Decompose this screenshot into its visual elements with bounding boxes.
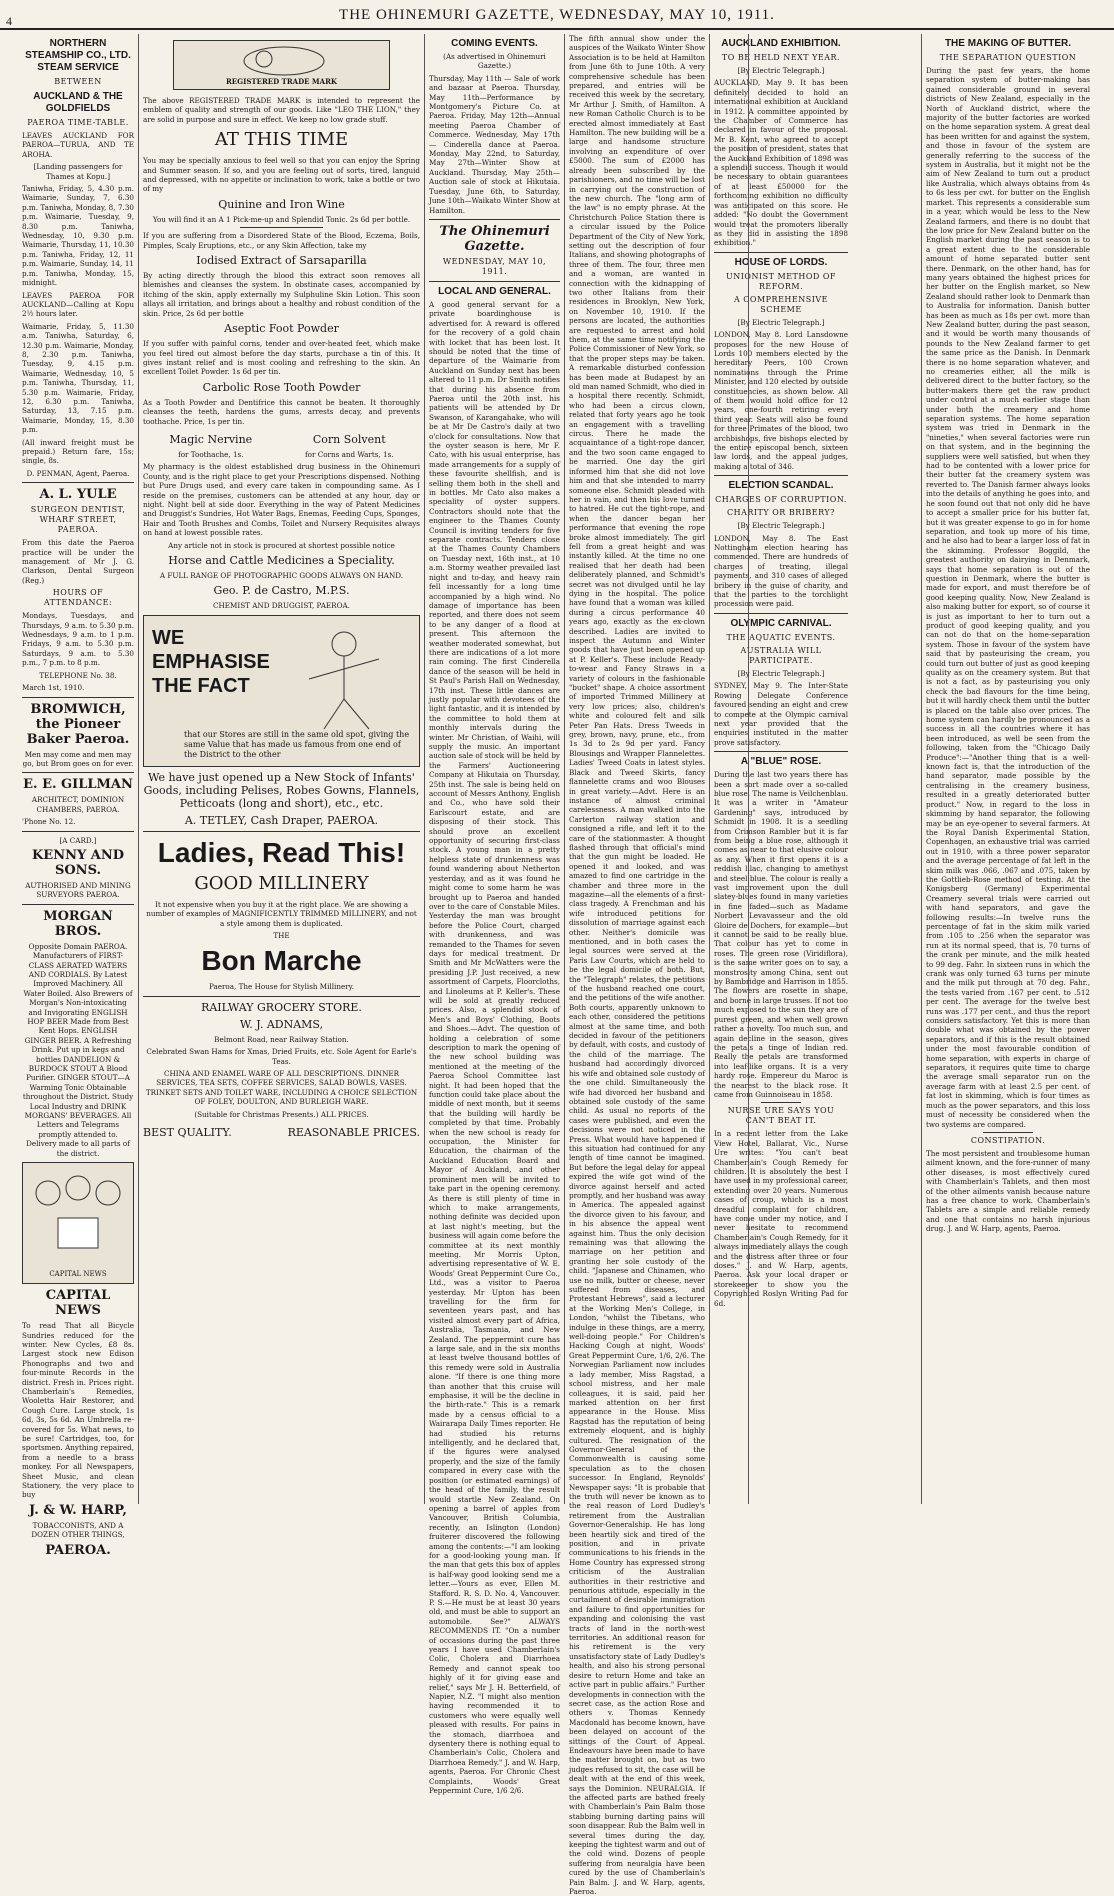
corn-sub: for Corns and Warts, 1s. xyxy=(305,449,394,459)
iodised-heading: Iodised Extract of Sarsaparilla xyxy=(196,254,367,268)
column-3 xyxy=(424,34,564,1796)
bon-marche-heading: Bon Marche xyxy=(201,945,362,977)
telephone: TELEPHONE No. 38. xyxy=(39,670,117,680)
election-sub2: CHARITY OR BRIBERY? xyxy=(727,508,835,518)
leaves-auckland: LEAVES AUCKLAND FOR PAEROA—TURUA, AND TE AROHA. xyxy=(22,131,134,159)
freight-note: (All inward freight must be prepaid.) Return fare, 15s; single, 8s. xyxy=(22,437,134,466)
butter-heading: THE MAKING OF BUTTER. xyxy=(944,38,1072,49)
ladies-heading: Ladies, Read This! xyxy=(157,836,406,868)
election-sub: CHARGES OF CORRUPTION. xyxy=(715,495,847,505)
millinery-heading: GOOD MILLINERY xyxy=(194,872,369,894)
landing-note: [Landing passengers for Thames at Kopu.] xyxy=(33,162,123,181)
timetable-heading: PAEROA TIME-TABLE. xyxy=(27,118,129,127)
carbolic-heading: Carbolic Rose Tooth Powder xyxy=(202,380,361,394)
auckland-exhibition-heading: AUCKLAND EXHIBITION. xyxy=(721,38,841,49)
quinine-text: You will find it an A 1 Pick-me-up and Splendid Tonic. 2s 6d per bottle. xyxy=(152,214,411,224)
carbolic-text: As a Tooth Powder and Dentifrice this cannot be beaten. It thoroughly cleanses the teeth, hardens the gums, arrests decay, and prevents toothache. Price, 1s per tin. xyxy=(143,397,420,426)
column-six-visible xyxy=(748,34,757,1504)
bromwich-tagline: Men may come and men may go, but Brom goes on for ever. xyxy=(22,749,134,768)
constipation-text: The most persistent and troublesome human ailment known, and the fore-runner of many other diseases, is most effectively cured with Chamberlain's Tablets, and then most of the other ailments vanish because nature has a free chance to work. Chamberlain's Tablets are a simple and reliable remedy and one that contains no harsh injurious drug. J. and W. Harp, agents, Paeroa. xyxy=(926,1148,1090,1234)
iodised-text: By acting directly through the blood this extract soon removes all blemishes and cleanses the system. In obstinate cases, accompanied by itching of the skin, apply externally my Sulphuline Skin Lotion. This soon allays all irritation, and brings about a healthy and robust condition of the skin. Price, 2s 6d per bottle xyxy=(143,271,420,318)
capital-news-heading: CAPITAL NEWS xyxy=(45,1288,111,1319)
between-label: BETWEEN xyxy=(54,77,102,86)
telegraph-note: [By Electric Telegraph.] xyxy=(737,668,825,678)
capital-news-cartoon xyxy=(22,1162,134,1284)
castro-sub: CHEMIST AND DRUGGIST, PAEROA. xyxy=(213,601,350,611)
column-7 xyxy=(921,34,1094,1504)
olympic-sub2: AUSTRALIA WILL PARTICIPATE. xyxy=(740,645,822,665)
olympic-text: SYDNEY, May 9. The Inter-State Rowing Delegate Conference favoured sending an eight and crew to compete at the Olympic carnival next year provided that the enquiries instituted in the matter prove satisfactory. xyxy=(714,681,848,747)
general-news-text: The fifth annual show under the auspices of the Waikato Winter Show Association is to be held at Hamilton from June 6th to June 10th. A very comprehensive schedule has been prepared, and entries will be received this week by the secretary, Mr Arthur J. Smith, of Hamilton. A new Roman Catholic Church is to be erected almost immediately at East Hamilton. The new building will be a large and handsome structure involving an expenditure of over £5000. The sum of £2000 has already been subscribed by the parishioners, and no time will be lost in carrying out the construction of the new church. The "long arm of the law" is no empty phrase. At the Christchurch Police Station there is a circular issued by the Police Department of the City of New York, setting out the description of four Italians, and showing photographs of three of them. The four, three men and a woman, are wanted in connection with the kidnapping of two other Italians from their residences in Brooklyn, New York, on November 10, 1910. If the persons are located, the authorities are requested to arrest and hold them, at the same time notifying the Police Commissioner of New York, so that the proper steps may be taken. A remarkable disturbed confession has been made at Budapest by an old man named Schmidt, who died in a hospital there recently. Schmidt, who had been a circus clown, related that forty years ago he took an engagement with a travelling circus. There he made the acquaintance of a tight-rope dancer, and the two soon came engaged to be married. One day the girl informed him that she did not love him and that she intended to marry someone else. Schmidt pleaded with her in vain, and then his love turned to hatred. He cut the tight-rope, and when the dancer began her performance that evening the rope broke almost immediately. The girl fell from a great height and was instantly killed. At the time no one realised that her death had been deliberately planned, and Schmidt's secret was not divulged until he lay dying in the hospital. The police have found that a woman was killed during a circus performance 40 years ago, exactly as the ex-clown described. Ladies are invited to inspect the Autumn and Winter goods that have just been opened up at P. Keller's. These include Ready-to-wear and Fancy Straws in a variety of colours in the fashionable "bucket" shape. A choice assortment of imported Trimmed Millinery at very low prices; also, children's white and coloured felt and silk Peter Pan Hats. Dress Tweeds in grey, brown, navy, prune, etc., from 1s 3d to 2s 9d per yard. Fancy Blousings and Wrapper Flannelettes. Ladies' Tweed Coats in latest styles. Black and Tweed Skirts, fancy flannelette crams and woo Blouses in great variety.—Advt. Here is an instance of almost criminal carelessness. A man walked into the Carterton railway station and consigned a rifle, and left it to the care of the stationmaster. A thought flashed through that official's mind that the gun might be loaded. He opened it and looked, and was amazed to find one cartridge in the chamber and three more in the magazine—all the elements of a first-class tragedy. A Frenchman and his wife introduced petitions for dissolution of marriage against each other. Neither's domicile was mentioned, and in both cases the legal sources were served at the Paris Law Courts, which are held to be the legal domicile of both. But, the "Telegraph" relates, the petitions of the husband reached one court, and the petitions of the wife another. Both courts, apparently unknown to each other, considered the petitions almost at the same time, and both decided in favour of the petitioners by default, with costs, and custody of the child of the marriage. The husband had accordingly divorced his wife and obtained sole custody of the one child. Simultaneously the wife had divorced her husband and obtained sole custody of the same child. As usual no reports of the cases were published, and even the decisions were not noticed in the Press. What would have happened if this situation had continued for any length of time cannot be imagined. But before the legal delay for appeal expired the wife got wind of the divorce against herself and acted promptly, and her husband was away in America. The appealed against the divorce given to his favour, and in his absence the appeal went against him. Thus the only decision remaining was that allowing the marriage on her petition and granting her sole custody of the child. "Japanese and Chinamen, who use no milk, butter or cheese, never suffered from diseases, and Protestant Hebrews", said a lecturer at the Working Men's College, in London, "whilst the Tibetans, who indulge in these things, are a merry, well-doing people." For Children's Hacking Cough at night, Woods' Great Peppermint Cure, 1/6, 2/6. The Norwegian Parliament now includes a lady member, Miss Ragstad, a school mistress, and her male colleagues, it is said, paid her marked attention on her first appearance in the House. Miss Ragstad has the reputation of being extremely eloquent, and is highly cultured. The resignation of the Governor-General of the Commonwealth is causing some speculation as to the chosen successor. In England, Reynolds' Newspaper says: "It is probable that the truth will never be known as to the real reason of Lord Dudley's retirement from the Australian Governor-Generalship. He has long been heartily sick and tired of the position, and in private communications to his friends in the Home Country has expressed strong criticism of the Australian authorities in their restrictive and penurious attitude, especially in the curtailment of desirable immigration and failure to find opportunities for expanding and colonising the vast tracts of land in the north-west territories. An additional reason for his retirement is the very unsatisfactory state of Lady Dudley's health, and also his strong personal desire to return Home and take an active part in public affairs." Further developments in connection with the secret case, as the action Rose and others v. Thomas Kennedy Macdonald has become known, have been delayed on account of the sittings of the Court of Appeal. Endeavours have been made to have the matter brought on, but as two judges refused to sit, the case will be dealt with at the end of this week, says the Dominion. NEURALGIA. If the affected parts are bathed freely with Chamberlain's Pain Balm those stabbing burning darting pains will soon disappear. Rub the Balm well in several times during the day, keeping the tightest warm and out of the cold wind. Dozens of people suffering from neuralgia have been cured by the use of Chamberlain's Pain Balm. J. and W. Harp, agents, Paeroa. xyxy=(569,34,705,1896)
leaves-paeroa: LEAVES PAEROA FOR AUCKLAND—Calling at Kopu 2½ hours later. xyxy=(22,290,134,319)
kenny-name: KENNY AND SONS. xyxy=(31,847,125,878)
lords-sub: UNIONIST METHOD OF REFORM. xyxy=(726,271,836,291)
gillman-name: E. E. GILLMAN xyxy=(23,777,133,793)
coming-events-heading: COMING EVENTS. xyxy=(451,38,538,49)
hams-text: Celebrated Swan Hams for Xmas, Dried Fruits, etc. Sole Agent for Earle's Teas. xyxy=(146,1047,417,1066)
emphasise-ad xyxy=(143,615,420,767)
morgan-text: Opposite Domain PAEROA. Manufacturers of FIRST-CLASS AERATED WATERS AND CORDIALS. By Latest Improved Machinery. All Water Boiled. Also Brewers of Morgan's Non-intoxicating and Invigorating ENGLISH HOP BEER Made from Best Kent Hops. ENGLISH GINGER BEER. A Refreshing Drink. Put up in kegs and bottles DANDELION & BURDOCK STOUT A Blood Purifier. GINGER STOUT—A Warming Tonic Obtainable throughout the District. Study Local Industry and DRINK MORGANS' BEVERAGES. All Letters and Telegrams promptly attended to. Delivery made to all parts of the district. xyxy=(22,941,134,1158)
page-number: 4 xyxy=(6,14,13,28)
adnams-sub: Belmont Road, near Railway Station. xyxy=(214,1034,349,1044)
gillman-text: ARCHITECT, DOMINION CHAMBERS, PAEROA. xyxy=(31,795,125,814)
bromwich-ad: BROMWICH, the Pioneer Baker Paeroa. xyxy=(26,701,130,747)
olympic-carnival-heading: OLYMPIC CARNIVAL. xyxy=(730,617,832,629)
local-general-text: A good general servant for a private boardinghouse is advertised for. A reward is offered for the recovery of a gold chain with locket that has been lost. It should be noted that the time of departure of the Waimarie from Auckland on Sunday next has been altered to 11 p.m. Dr Smith notifies that during his absence from Paeroa until the 20th inst. his patients will be attended by Dr Swanson, of Karangahake, who will be at Mr De Castro's daily at two o'clock for consultations. Now that the oyster season is here, Mr F. Cato, with his usual enterprise, has made arrangements for a supply of these favourite shellfish, and is selling them both in the shell and in bottles. Mr Cato also makes a speciality of oyster suppers. Contractors should note that the engineer to the Thames County Council is inviting tenders for five separate contracts. Tenders close at the Thames County Chambers on Tuesday next, 16th inst., at 10 a.m. Stormy weather prevailed last night and to-day, and heavy rain fell incessantly for a long time accompanied by a high wind. No damage of importance has been reported, and there does not seem to be any danger of a flood at present. This afternoon the weather moderated somewhat, but there are indications of a lot more rain coming. The first Cinderella dance of the season will be held in St Paul's Parish Hall on Wednesday, 17th inst. These little dances are justly popular with devotees of the light fantastic, and it is intended by the committee to hold them at monthly intervals during the winter. Mr Christian, of Waihi, will supply the music. An important auction sale of stock will be held by the Farmers' Auctioneering Company at Hikutaia on Thursday, 25th inst. The sale is being held on account of Messrs Anthony, English and Co., who have sold their Earlscourt estate, and are disposing of their stock. This should prove an excellent opportunity of securing first-class stock. A young man in a pretty helpless state of drunkenness was found wandering about Netherton yesterday, and as it was found he might come to some harm he was brought up to Paeroa and handed over to the care of Constable Miles. Yesterday the man was brought before the Police Court, charged with drunkenness, and was remanded to the Thames for seven days for medical treatment. Dr Smith and Mr McWatters were the presiding J.P. Just received, a new assortment of Carpets, Floorcloths, and Linoleums at P. Keller's. These will be sold at greatly reduced prices. Also, a splendid stock of Men's and Boys' Clothing, Boots and Shoes.—Advt. The question of holding a celebration of some description to mark the opening of the new school building was mentioned at the meeting of the Paeroa School Committee last night. It had been hoped that the function could take place about the middle of next month, but it seems that the building will hardly be completed by that time. Probably when the new school is ready for occupation, the Minister for Education, the chairman of the Auckland Education Board and Mayor of Auckland, and other prominent men will be invited to take part in the opening ceremony. As there is still plenty of time in which to make arrangements, nothing definite was decided upon at last night's meeting, but the business will again come before the committee at its next monthly meeting. Mr Morris Upton, advertising representative of W. E. Woods' Great Peppermint Cure Co., Ltd., was a visitor to Paeroa yesterday. Mr Upton has been travelling for the firm for seventeen years past, and has visited almost every part of Africa, Australia, Tasmania, and New Zealand. The peppermint cure has a large sale, and in the six months at least twelve thousand bottles of this remedy were sold in Australia alone. "If there is one thing more than another that this cruise will emphasise, it will be the decline in the birth-rate." This is a remark made by a census official to a Wairarapa Daily Times reporter. He had studied his returns intelligently, and he declared that, if the figures were analysed properly, and the size of the family compared in every case with the position (or estimated earnings) of the head of the family, the result would startle New Zealand. On opening a barrel of apples from Vancouver, British Columbia, recently, an Islington (London) fruiterer discovered the following among the contents:—"I am looking for a good-looking young man. If the man that gets this box of apples is half-way good looking send me a letter.—Yours as ever, Ellen M. Stafford. R. S. D. No. 4, Vancouver. P. S.—He must be at least 30 years old, and must be able to support an automobile. See?" ALWAYS RECOMMENDS IT. "On a number of occasions during the past three years I have used Chamberlain's Colic, Cholera and Diarrhoea Remedy and cannot speak too highly of it for giving ease and relief," says Mr J. H. Betterfield, of Napier, N.Z. "I might also mention having recommended it to customers who were equally well pleased with results. For pains in the stomach, diarrhoea and dysentery there is nothing equal to Chamberlain's Colic, Cholera and Diarrhoea Remedy." J. and W. Harp, agents, Paeroa. For Chronic Chest Complaints, Woods' Great Peppermint Cure, 1/6 2/6. xyxy=(429,299,560,1796)
coming-events-note: (As advertised in Ohinemuri Gazette.) xyxy=(443,52,546,71)
emphasise-text: that our Stores are still in the same old spot, giving the same Value that has made us famous from one end of the District to the other xyxy=(184,729,410,759)
capital-news-text: To read That all Bicycle Sundries reduced for the winter. New Cycles, £8 8s. Largest stock new Edison Phonographs and two and four-minute Records in the district. Fresh in. Prices right. Chamberlain's Remedies, Wooletta Hair Restorer, and Cough Cure. Large stock, 1s 6d, 3s, 5s 6d. An Umbrella re-covered for 5s. What news, to be sure! Cartridges, too, for sportsmen. Anything repaired, from a needle to a brass monkey. For all Newspapers, Sheet Music, and clean Stationery, the very place to buy xyxy=(22,1321,134,1500)
nurse-heading: NURSE URE SAYS YOU CAN'T BEAT IT. xyxy=(727,1106,835,1126)
adnams-name: W. J. ADNAMS, xyxy=(239,1017,324,1031)
election-scandal-heading: ELECTION SCANDAL. xyxy=(728,480,834,492)
aseptic-heading: Aseptic Foot Powder xyxy=(224,322,339,336)
cartoon-caption: CAPITAL NEWS xyxy=(49,1269,107,1278)
column-5 xyxy=(709,34,852,1504)
sailings-inbound: Waimarie, Friday, 5, 11.30 a.m. Taniwha, Saturday, 6, 12.30 p.m. Waimarie, Monday, 8, 2.30 p.m. Taniwha, Tuesday, 9, 4.15 p.m. Waimarie, Wednesday, 10, 5 p.m. Taniwha, Thursday, 11, 5.30 p.m. Waimarie, Friday, 12, 6.30 p.m. Taniwha, Saturday, 13, 7.15 p.m. Waimarie, Monday, 15, 8.30 p.m. xyxy=(22,321,134,435)
column-2 xyxy=(138,34,424,1504)
harp-name: J. & W. HARP, xyxy=(29,1502,127,1518)
sailings-outbound: Taniwha, Friday, 5, 4.30 p.m. Waimarie, Sunday, 7, 6.30 p.m. Taniwha, Monday, 8, 7.30 p.m. Waimarie, Tuesday, 9, 8.30 p.m. Taniwha, Wednesday, 10, 9.30 p.m. Waimarie, Thursday, 11, 10.30 p.m. Taniwha, Friday, 12, 11 p.m. Waimarie, Sunday, 14, 11 p.m. Taniwha, Monday, 15, midnight. xyxy=(22,184,134,288)
gillman-phone: 'Phone No. 12. xyxy=(22,817,76,827)
china-text: CHINA AND ENAMEL WARE OF ALL DESCRIPTIONS. DINNER SERVICES, TEA SETS, COFFEE SERVICES, SALAD BOWLS, VASES. TRINKET SETS AND TOILET WARE, INCLUDING A CHOICE SELECTION OF FOLEY, DOULTON, AND BURLEIGH WARE. xyxy=(145,1069,418,1107)
dentist-text: From this date the Paeroa practice will be under the management of Mr J. G. Clarkson, Dental Surgeon (Reg.) xyxy=(22,538,134,585)
hours-heading: HOURS OF ATTENDANCE: xyxy=(43,588,113,608)
harp-town: PAEROA. xyxy=(45,1542,111,1558)
railway-heading: RAILWAY GROCERY STORE. xyxy=(201,1000,362,1014)
cartoon-figures-icon xyxy=(23,1163,133,1263)
column-4 xyxy=(564,34,709,1896)
masthead xyxy=(0,0,1114,30)
route-heading: AUCKLAND & THE GOLDFIELDS xyxy=(33,91,123,114)
hours-text: Mondays, Tuesdays, and Thursdays, 9 a.m. to 5.30 p.m. Wednesdays, 9 a.m. to 1 p.m. Fridays, 9 a.m. to 5.30 p.m. Saturdays, 9 a.m. to 5.30 p.m., 7 p.m. to 8 p.m. xyxy=(22,611,134,668)
lion-trademark xyxy=(173,40,390,90)
blue-rose-heading: A "BLUE" ROSE. xyxy=(740,756,822,768)
procured-note: Any article not in stock is procured at shortest possible notice xyxy=(168,540,395,550)
telegraph-note: [By Electric Telegraph.] xyxy=(737,521,825,531)
paper-date: WEDNESDAY, MAY 10, 1911. xyxy=(442,256,547,276)
telegraph-note: [By Electric Telegraph.] xyxy=(737,66,825,75)
election-text: LONDON, May 8. The East Nottingham election hearing has commenced. There are hundreds of charges of treating, illegal payments, and 310 cases of alleged bribery in the guise of charity, and that the parties to the torchlight procession were paid. xyxy=(714,533,848,609)
horse-heading: Horse and Cattle Medicines a Speciality. xyxy=(168,554,395,567)
house-of-lords-heading: HOUSE OF LORDS. xyxy=(734,256,828,268)
nervine-sub: for Toothache, 1s. xyxy=(178,449,244,459)
emphasise-title: WE EMPHASISE THE FACT xyxy=(152,626,270,697)
masthead-title: THE OHINEMURI GAZETTE, WEDNESDAY, MAY 10, 1911. xyxy=(339,7,775,23)
lion-text: The above REGISTERED TRADE MARK is intended to represent the emblem of quality and strength of our goods. Like "LEO THE LION," they are solid in purpose and sure in effect. We keep no low grade stuff. xyxy=(143,96,420,124)
blood-text: If you are suffering from a Disordered State of the Blood, Eczema, Boils, Pimples, Scaly Eruptions, etc., or any Skin Affection, take my xyxy=(143,231,420,250)
infants-text: We have just opened up a New Stock of Infants' Goods, including Pelises, Robes Gowns, Flannels, Petticoats (long and short), etc., etc. xyxy=(143,770,420,810)
card-label: [A CARD.] xyxy=(59,835,97,845)
the-label: THE xyxy=(273,931,290,941)
coming-events-text: Thursday, May 11th — Sale of work and bazaar at Paeroa. Thursday, May 11th—Performance by Montgomery's Picture Co. at Paeroa. Friday, May 12th—Annual meeting Paeroa Chamber of Commerce. Wednesday, May 17th — Cinderella dance at Paeroa. Monday, May 22nd, to Saturday, May 27th—Winter Show at Auckland. Thursday, May 25th—Auction sale of stock at Hikutaia. Tuesday, June 6th, to Saturday, June 10th—Waikato Winter Show at Hamilton. xyxy=(429,73,560,215)
kenny-text: AUTHORISED AND MINING SURVEYORS PAEROA. xyxy=(25,880,131,900)
olympic-sub: THE AQUATIC EVENTS. xyxy=(726,632,836,642)
butter-text: During the past few years, the home separation system of butter-making has gained considerable ground in several districts of New Zealand, especially in the North of Auckland district, where the majority of the butter factories are worked on the home separation system. A great deal has been written for and against the system, and those in favour of the system are generally referring to the success of the system in Australia, but it might not be the aim of New Zealand to turn out a product like Australia, which always obtains from 4s to 6s less per cwt. for butter on the English market. This represents a considerable sum in a year, which would be less to the New Zealand farmers, and there is no doubt that the low price for New Zealand butter on the English market during the past season is to a great extent due to the considerable amount of home separated butter sent there. Denmark, on the other hand, has for many years obtained the highest prices for her butter on the English market, so New Zealand should rather look to Denmark than to Australia for information. Danish butter has been as much as 18s per cwt. more than New Zealand butter, during the past season, and it would be worth many thousands of pounds to the New Zealand farmer to get the same price as the Danish. In Denmark there is no home separation whatever, and no creameries either, all the milk is delivered direct to the butter factory, so the butter-makers there get the raw product under control at a much earlier stage than under both the creamery and home separation systems. The home separation system was tried in Denmark in the "nineties," when several factories were run on that system, and in the beginning the suppliers were well satisfied, but when they had to be contented with a lower price for their butter fat the creamery system was reverted to. The Danish farmer always looks into the details of anything he goes into, and he soon found out that not only did he have to accept a smaller price for his butter fat, but it was greater expense to go in for home separation, and took up more of his time, and he also had to bear a larger loss of fat in the skimming. Professor Boggild, the greatest authority on dairying in Denmark, says that home separation is out of the question in Denmark, where the butter is made for export, and must therefore be of good keeping quality. Now, New Zealand is also making butter for export, so of course it is just as important to her to turn out a product of good keeping quality, and you can not do that on the home-separation system. Those in favour of the system have said that by pasteurising the cream, you could turn out butter of just as good keeping quality as on the creamery system. But that is not a fact, as by pasteurising you only check the bad flavours for the time being, but it will hardly check them until the butter is placed on the table also over prices. The home system can hardly be pronounced as a success in all the countries where it has been introduced, as well be seen from the following, taken from the "Chicago Daily Produce":—"Another thing that is a well-known fact is, that the introduction of the hand separator, made possible by the centralising in the creamery business, resulted in a greatly deteriorated butter product." Now, in regard to the loss in skimming by hand separator, the following may be an eye-opener to several farmers. At the Royal Danish Experimental Station, Copenhagen, an exhaustive trial was carried out in 1910, with a three power separator and the average percentage of fat left in the skim milk was .066, .067 and .075, taken by the Gottlieb-Rose method of testing. At the Konigsberg (Germany) Experimental Creamery several trials were carried out with hand separators, and gave the following results:—In twelve runs the percentage of fat in the skim milk varied from .105 to .256 when the separator was run at its normal speed, that is, 70 turns of the crank per minute, and the milk heated to 99 deg. Fahr. In sixteen runs in which the crank was only turned 63 turns per minute and the milk put through at 70 deg. Fahr., the tests varied from .167 per cent. to .512 per cent. The average for the twelve best runs was .177 per cent., and thus the report considers satisfactory. Yet this is more than double what was obtained by the power separators, and if this is the result obtained under the most favourable condition of home separation, with experts in charge of separators, it requires quite time to charge the average small separator run on the average farm with at least 2.5 per cent. of fat lost in skimming, which is four times as much as the power separators, and this loss must of necessity be considered when the two systems are compared. xyxy=(926,66,1090,1129)
nurse-text: In a recent letter from the Lake View Hotel, Ballarat, Vic., Nurse Ure writes: "You can't beat Chamberlain's Cough Remedy for children. It is absolutely the best I have used in my professional career, extending over 20 years. Numerous cases of croup, which is a most dreadful complaint for children, have come under my notice, and I never hesitate to recommend Chamberlain's Cough Remedy, for it always immediately allays the cough and the distress after three or four doses." J. and W. Harp, agents, Paeroa. Ask your local draper or storekeeper to show you the Copyrighted Roslyn Writing Pad for 6d. xyxy=(714,1129,848,1308)
lords-text: LONDON, May 8. Lord Lansdowne proposes for the new House of Lords 100 members elected by the hereditary Peers, 100 Crown nominations through the Prime Minister, and 120 elected by outside constituencies, as shown below. All of them would hold office for 12 years, one-fourth retiring every third year. Seats will also be found for three Primates of the blood, two archbishops, five bishops elected by the entire episcopal bench, sixteen law lords, and the appeal judges, making a total of 346. xyxy=(714,330,848,471)
boxer-figure-icon xyxy=(289,624,399,734)
morgan-name: MORGAN BROS. xyxy=(43,908,113,939)
auckland-exhibition-sub: TO BE HELD NEXT YEAR. xyxy=(721,53,841,62)
harp-text: TOBACCONISTS, AND A DOZEN OTHER THINGS, xyxy=(31,1520,125,1540)
steamship-heading: NORTHERN STEAMSHIP CO., LTD. STEAM SERVICE xyxy=(25,38,131,73)
castro-name: Geo. P. de Castro, M.P.S. xyxy=(213,584,350,598)
lords-sub2: A COMPREHENSIVE SCHEME xyxy=(733,294,828,314)
paper-name: The Ohinemuri Gazette. xyxy=(439,223,550,254)
millinery-text: It not expensive when you buy it at the right place. We are showing a number of examples of MAGNIFICENTLY TRIMMED MILLINERY, and not a style among them is duplicated. xyxy=(146,899,417,928)
dentist-title: SURGEON DENTIST, WHARF STREET, PAEROA. xyxy=(30,505,126,535)
photo-note: A FULL RANGE OF PHOTOGRAPHIC GOODS ALWAYS ON HAND. xyxy=(159,571,404,580)
dentist-name: A. L. YULE xyxy=(39,487,117,503)
aseptic-text: If you suffer with painful corns, tender and over-heated feet, which make you feel tired out almost before the day starts, purchase a tin of this. It gives instant relief and is most cooling and refreshing to the skin. An excellent Toilet Powder. 1s 6d per tin. xyxy=(143,339,420,377)
tetley-name: A. TETLEY, Cash Draper, PAEROA. xyxy=(184,813,379,827)
pharmacy-text: My pharmacy is the oldest established drug business in the Ohinemuri County, and is the right place to get your Prescriptions dispensed. Nothing but Pure Drugs used, and every care taken in compounding same. As I reside on the premises, customers can be attended at any hour, day or night. Night bell at side door. Everything in the way of Patent Medicines and Druggist's Sundries, Hot Water Bags, Enemas, Feeding Cups, Sponges, Hair and Tooth Brushes and Combs, Toilet and Nursery Requisites always on hand at lowest possible rates. xyxy=(143,462,420,538)
column-1 xyxy=(18,34,138,1558)
agent-name: D. PENMAN, Agent, Paeroa. xyxy=(26,468,130,478)
bon-marche-sub: Paeroa, The House for Stylish Millinery. xyxy=(208,982,355,992)
dentist-date: March 1st, 1910. xyxy=(22,683,85,693)
xmas-note: (Suitable for Christmas Presents.) ALL PRICES. xyxy=(194,1109,369,1119)
quinine-heading: Quinine and Iron Wine xyxy=(218,197,345,211)
telegraph-note: [By Electric Telegraph.] xyxy=(737,317,825,327)
best-quality: BEST QUALITY. xyxy=(143,1126,232,1140)
butter-sub: THE SEPARATION QUESTION xyxy=(939,53,1077,62)
blue-rose-text: During the last two years there has been a sort made over a so-called blue rose. The name is Veilchenblau. It was a writer in "Amateur Gardening" says, introduced by Schmidt in 1908. It is a seedling from Crimson Rambler but it is far from being a blue rose, although it comes as near to that elusive colour as any. When it first opens it is a reddish lilac, changing to amethyst and steel blue. The colour is really a vast improvement upon the dull slatey-blues found in many varieties in fine faded—such as Madame Norbert Levavasseur and the old Gloire de Dochers, for example—but it cannot be said to be really blue. That colour has yet to come in roses. The green rose (Viridiflora), is the same writer goes on to say, a monstrosity among China, sent out by Bambridge and Harrison in 1855. The flowers are rosette in shape, and borne in large trusses. If not too much exposed to the sun they are of purest green, and when well grown rather a novelty. Too much sun, and again decline in the season, gives the petals a tinge of Indian red. Really the petals are transformed into leaf-like organs. It is a very hardy rose. Empereur du Maroc is the nearest to the black rose. It came from Guinnoiseau in 1858. xyxy=(714,770,849,1099)
corn-heading: Corn Solvent xyxy=(312,432,386,446)
at-this-time-heading: AT THIS TIME xyxy=(214,129,349,151)
auckland-exhibition-text: AUCKLAND, May 9. It has been definitely decided to hold an international exhibition at Auckland in 1912. A committee appointed by the Chamber of Commerce has declared in favour of the proposal. Mr B. Kent, who agreed to accept the position of president, states that the Auckland Exhibition of 1898 was a splendid success. Though it would be necessary to obtain guarantees of at least £50000 for the forthcoming exhibition no difficulty was anticipated on this score. He added: "No doubt the Government would treat the promoters liberally as they did in assisting the 1898 exhibition." xyxy=(714,78,848,248)
lion-label: REGISTERED TRADE MARK xyxy=(225,76,338,86)
spring-text: You may be specially anxious to feel well so that you can enjoy the Spring and Summer season. If so, and you are feeling out of sorts, tired, languid and depressed, with no appetite or inclination to work, take a bottle or two of my xyxy=(143,156,420,194)
nervine-heading: Magic Nervine xyxy=(169,432,253,446)
reasonable-prices: REASONABLE PRICES. xyxy=(287,1126,420,1140)
local-general-heading: LOCAL AND GENERAL. xyxy=(438,285,551,297)
constipation-heading: CONSTIPATION. xyxy=(970,1135,1046,1145)
